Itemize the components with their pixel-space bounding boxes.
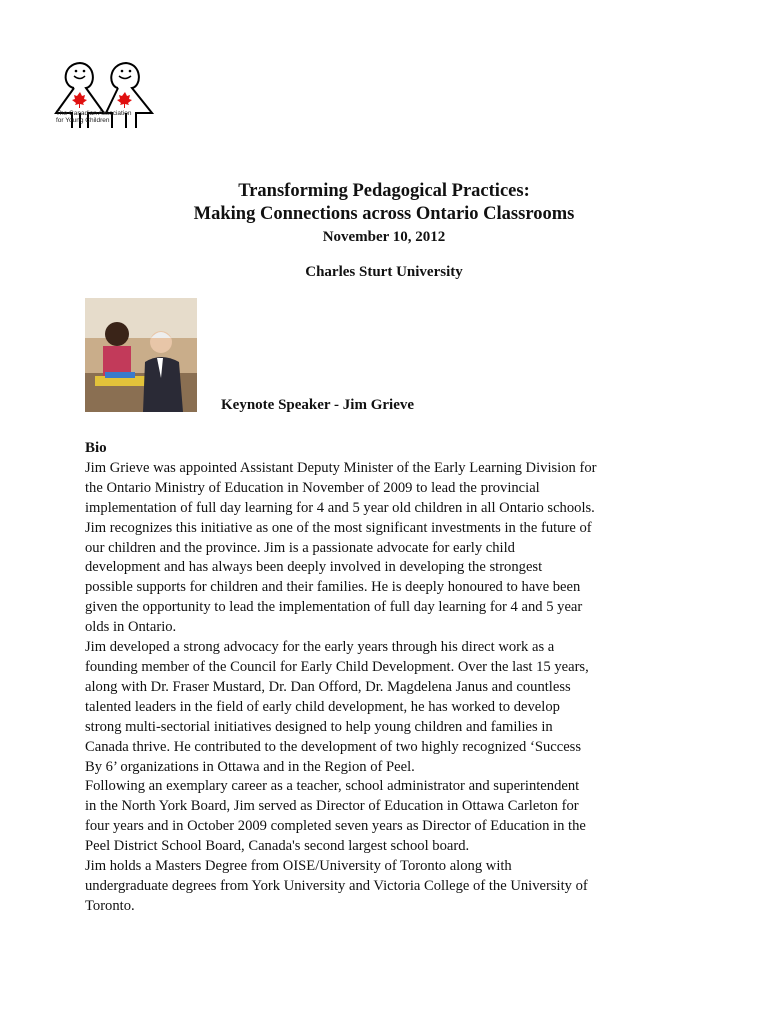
bio-line: talented leaders in the field of early child development, he has worked to develop (85, 698, 560, 715)
bio-line: undergraduate degrees from York University and Victoria College of the University of (85, 877, 588, 894)
bio-line: implementation of full day learning for 4 and 5 year old children in all Ontario schools. (85, 499, 595, 516)
bio-line: strong multi-sectorial initiatives designed to help young children and families in (85, 718, 553, 735)
bio-text (85, 459, 597, 917)
bio-line: Canada thrive. He contributed to the development of two highly recognized ‘Success (85, 738, 582, 755)
bio-line: in the North York Board, Jim served as Director of Education in Ottawa Carleton for (85, 798, 579, 815)
bio-heading: Bio (85, 440, 107, 456)
bio-line: along with Dr. Fraser Mustard, Dr. Dan Offord, Dr. Magdelena Janus and countless (85, 678, 571, 695)
document-title-line1: Transforming Pedagogical Practices: (238, 181, 530, 201)
speaker-photo (85, 298, 197, 412)
bio-line: the Ontario Ministry of Education in November of 2009 to lead the provincial (85, 479, 540, 496)
bio-line: Toronto. (85, 897, 135, 914)
keynote-speaker: Keynote Speaker - Jim Grieve (221, 397, 415, 413)
event-venue: Charles Sturt University (305, 264, 463, 280)
bio-line: By 6’ organizations in Ottawa and in the Region of Peel. (85, 758, 415, 775)
bio-line: development and has always been deeply involved in developing the strongest (85, 559, 543, 576)
bio-line: olds in Ontario. (85, 619, 177, 636)
bio-line: Jim Grieve was appointed Assistant Deputy Minister of the Early Learning Division for (85, 459, 597, 476)
bio-line: Peel District School Board, Canada's second largest school board. (85, 838, 470, 855)
bio-line: Jim recognizes this initiative as one of the most significant investments in the future of (85, 519, 592, 536)
event-date: November 10, 2012 (322, 229, 446, 245)
bio-section (85, 439, 597, 917)
bio-line: Jim developed a strong advocacy for the early years through his direct work as a (85, 639, 555, 656)
bio-line: four years and in October 2009 completed seven years as Director of Education in the (85, 818, 586, 835)
bio-line: given the opportunity to lead the implementation of full day learning for 4 and 5 year (85, 599, 583, 616)
bio-line: possible supports for children and their families. He is deeply honoured to have been (85, 579, 581, 596)
bio-line: our children and the province. Jim is a passionate advocate for early child (85, 539, 515, 556)
logo-caption-line: for Young Children (56, 117, 110, 124)
bio-line: Jim holds a Masters Degree from OISE/University of Toronto along with (85, 858, 512, 875)
bio-line: founding member of the Council for Early Child Development. Over the last 15 years, (85, 658, 589, 675)
document-title-line2: Making Connections across Ontario Classrooms (193, 204, 575, 224)
bio-line: Following an exemplary career as a teacher, school administrator and superintendent (85, 778, 580, 795)
logo-caption-line: The Canadian Association (56, 110, 132, 117)
logo-caption (56, 110, 132, 124)
